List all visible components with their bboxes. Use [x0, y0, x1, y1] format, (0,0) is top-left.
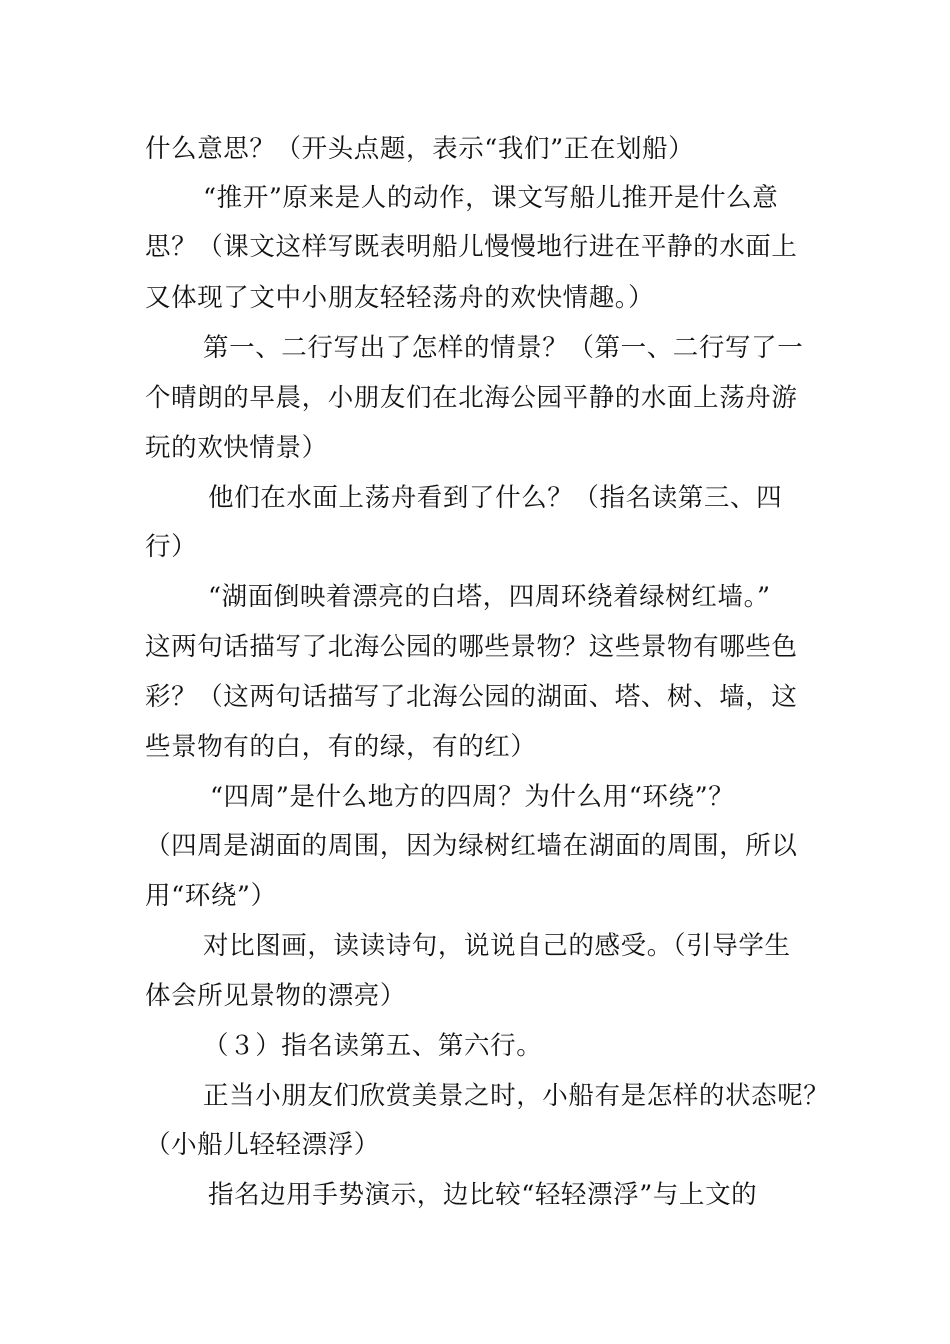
text-line: 第一、二行写出了怎样的情景？（第一、二行写了一: [203, 333, 804, 363]
text-line: “推开”原来是人的动作，课文写船儿推开是什么意: [203, 183, 779, 213]
text-line: （四周是湖面的周围，因为绿树红墙在湖面的周围，所以: [145, 831, 798, 861]
text-line: 玩的欢快情景）: [145, 433, 328, 463]
text-line: （３）指名读第五、第六行。: [203, 1031, 543, 1061]
text-line: 体会所见景物的漂亮）: [145, 981, 407, 1011]
text-line: 思？（课文这样写既表明船儿慢慢地行进在平静的水面上: [145, 232, 798, 262]
text-line: “湖面倒映着漂亮的白塔，四周环绕着绿树红墙。”: [208, 582, 771, 612]
text-line: 彩？（这两句话描写了北海公园的湖面、塔、树、墙，这: [145, 682, 798, 712]
text-line: 对比图画，读读诗句，说说自己的感受。（引导学生: [203, 931, 791, 961]
text-line: 些景物有的白，有的绿，有的红）: [145, 732, 537, 762]
text-line: 指名边用手势演示，边比较“轻轻漂浮”与上文的: [208, 1180, 758, 1210]
text-line: （小船儿轻轻漂浮）: [145, 1130, 380, 1160]
text-line: 行）: [145, 532, 198, 562]
text-line: 用“环绕”）: [145, 881, 277, 911]
text-line: 他们在水面上荡舟看到了什么？（指名读第三、四: [208, 483, 783, 513]
text-line: “四周”是什么地方的四周？为什么用“环绕”？: [210, 782, 735, 812]
text-line: 正当小朋友们欣赏美景之时，小船有是怎样的状态呢？: [203, 1081, 830, 1111]
text-line: 什么意思？（开头点题，表示“我们”正在划船）: [145, 134, 695, 164]
text-line: 个晴朗的早晨，小朋友们在北海公园平静的水面上荡舟游: [145, 383, 798, 413]
text-line: 又体现了文中小朋友轻轻荡舟的欢快情趣。）: [145, 283, 655, 313]
text-line: 这两句话描写了北海公园的哪些景物？这些景物有哪些色: [145, 632, 798, 662]
